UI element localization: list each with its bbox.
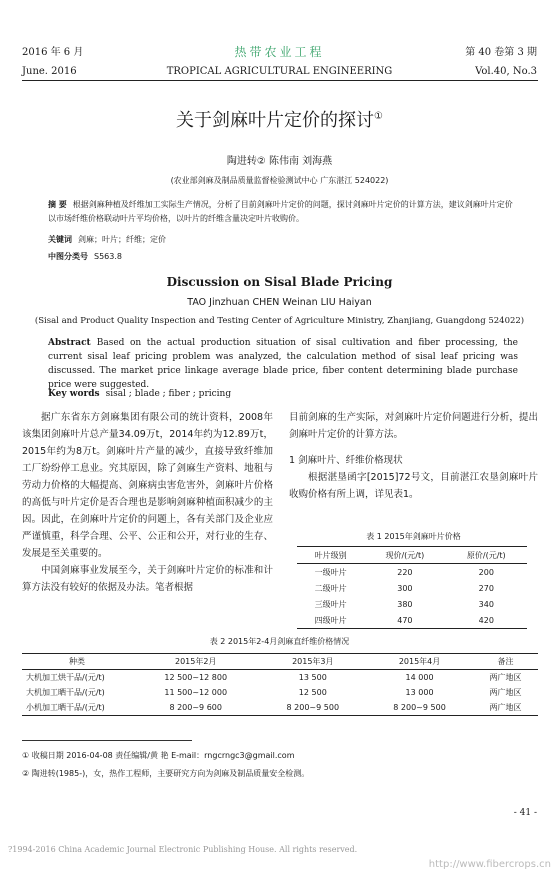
table-1-header: 叶片级别 xyxy=(297,547,364,564)
table-2-header: 2015年2月 xyxy=(132,654,259,670)
footnote-2: ② 陶进转(1985-)，女，热作工程师，主要研究方向为剑麻及制品质量安全检测。 xyxy=(22,769,310,778)
keywords-en: Key words sisal ; blade ; fiber ; pricing xyxy=(48,389,232,399)
table-1 xyxy=(297,546,527,629)
table-1-header: 现价/(元/t) xyxy=(364,547,445,564)
table-1-header: 原价/(元/t) xyxy=(446,547,527,564)
paragraph-section-1: 根据湛垦函字[2015]72号文，目前湛江农垦剑麻叶片收购价格有所上调，详见表1。 xyxy=(289,472,538,500)
table-row: 四级叶片 470 420 xyxy=(297,612,527,629)
footnote-1: ① 收稿日期 2016-04-08 责任编辑/黄 艳 E-mail：rngcrngc3@gmail.com xyxy=(22,751,295,760)
table-2-header: 2015年4月 xyxy=(366,654,473,670)
authors-cn: 陶进转② 陈伟南 刘海燕 xyxy=(226,156,333,167)
footnote-rule xyxy=(22,740,192,741)
article-title-cn: 关于剑麻叶片定价的探讨① xyxy=(176,110,383,131)
table-1-caption: 表 1 2015年剑麻叶片价格 xyxy=(366,532,461,541)
affiliation-cn: (农业部剑麻及制品质量监督检验测试中心 广东湛江 524022) xyxy=(170,176,389,185)
volume-cn: 第 40 卷第 3 期 xyxy=(465,47,537,58)
affiliation-en: (Sisal and Product Quality Inspection and Testing Center of Agriculture Ministry, Zhanjiang, Guangdong 524022) xyxy=(34,316,525,326)
keywords-cn: 关键词 剑麻；叶片；纤维；定价 xyxy=(48,235,166,244)
table-2 xyxy=(22,653,538,716)
table-row: 一级叶片 220 200 xyxy=(314,567,494,577)
table-row: 二级叶片 300 270 xyxy=(314,583,494,593)
page-number: - 41 - xyxy=(513,808,537,818)
abstract-en: Abstract Based on the actual production situation of sisal cultivation and fiber processing, the current sisal leaf pricing problem was analyzed, the calculation method of sisal leaf pricing was discussed. The market price linkage average blade price, fiber content determining blade purchase price were suggested. xyxy=(48,338,518,390)
body-right-column xyxy=(289,409,538,503)
authors-en: TAO Jinzhuan CHEN Weinan LIU Haiyan xyxy=(187,297,372,308)
table-2-header: 备注 xyxy=(473,654,538,670)
site-watermark: http://www.fibercrops.cn xyxy=(428,859,551,870)
copyright-notice: ?1994-2016 China Academic Journal Electronic Publishing House. All rights reserved. xyxy=(8,845,358,854)
header-rule xyxy=(22,80,538,81)
abstract-cn: 摘 要 根据剑麻种植及纤维加工实际生产情况，分析了目前剑麻叶片定价的问题，探讨剑麻叶片定价的计算方法，建议剑麻叶片定价以市场纤维价格联动叶片平均价格，以叶片的纤维含量决定叶片收购价。 xyxy=(48,200,513,223)
journal-name-cn: 热带农业工程 xyxy=(234,45,325,59)
paragraph-intro: 据广东省东方剑麻集团有限公司的统计资料，2008年该集团剑麻叶片总产量34.09万t，2014年约为12.89万t，2015年约为8万t。剑麻叶片产量的减少，直接导致纤维加工厂纷纷停工息业。究其原因，除了剑麻生产资料、地租与劳动力价格的大幅提高、剑麻病虫害危害外，剑麻叶片价格的高低与叶片定价是否合理也是影响剑麻种植面积减少的主因。因此，在剑麻叶片定价的问题上，各有关部门及企业应严谨慎重，科学合理、公平、公正和公开，对行业的生存、发展是至关重要的。 xyxy=(22,412,273,559)
table-2-caption: 表 2 2015年2-4月剑麻直纤维价格情况 xyxy=(209,637,350,646)
body-left-column xyxy=(22,409,273,596)
article-title-en: Discussion on Sisal Blade Pricing xyxy=(166,275,393,289)
table-row: 三级叶片 380 340 xyxy=(314,599,494,609)
table-row: 小机加工晒干品/(元/t) 8 200~9 600 8 200~9 500 8 200~9 500 两广地区 xyxy=(22,700,538,716)
issue-date-cn: 2016 年 6 月 xyxy=(22,47,84,58)
paragraph-background: 中国剑麻事业发展至今，关于剑麻叶片定价的标准和计算方法没有较好的依据及办法。笔者根据 xyxy=(22,565,273,593)
clc-number: 中图分类号 S563.8 xyxy=(48,252,122,261)
volume-en: Vol.40, No.3 xyxy=(475,66,537,77)
table-2-header: 2015年3月 xyxy=(259,654,366,670)
table-2-header: 种类 xyxy=(22,654,132,670)
table-row: 大机加工晒干品/(元/t) 11 500~12 000 12 500 13 000 两广地区 xyxy=(26,688,522,697)
issue-date-en: June. 2016 xyxy=(22,66,77,77)
paragraph-continued: 目前剑麻的生产实际，对剑麻叶片定价问题进行分析，提出剑麻叶片定价的计算方法。 xyxy=(289,412,538,440)
title-footnote-mark: ① xyxy=(374,111,383,122)
section-1-heading: 1 剑麻叶片、纤维价格现状 xyxy=(289,455,403,466)
journal-name-en: TROPICAL AGRICULTURAL ENGINEERING xyxy=(166,66,393,77)
table-row: 大机加工烘干品/(元/t) 12 500~12 800 13 500 14 000 两广地区 xyxy=(26,673,522,682)
